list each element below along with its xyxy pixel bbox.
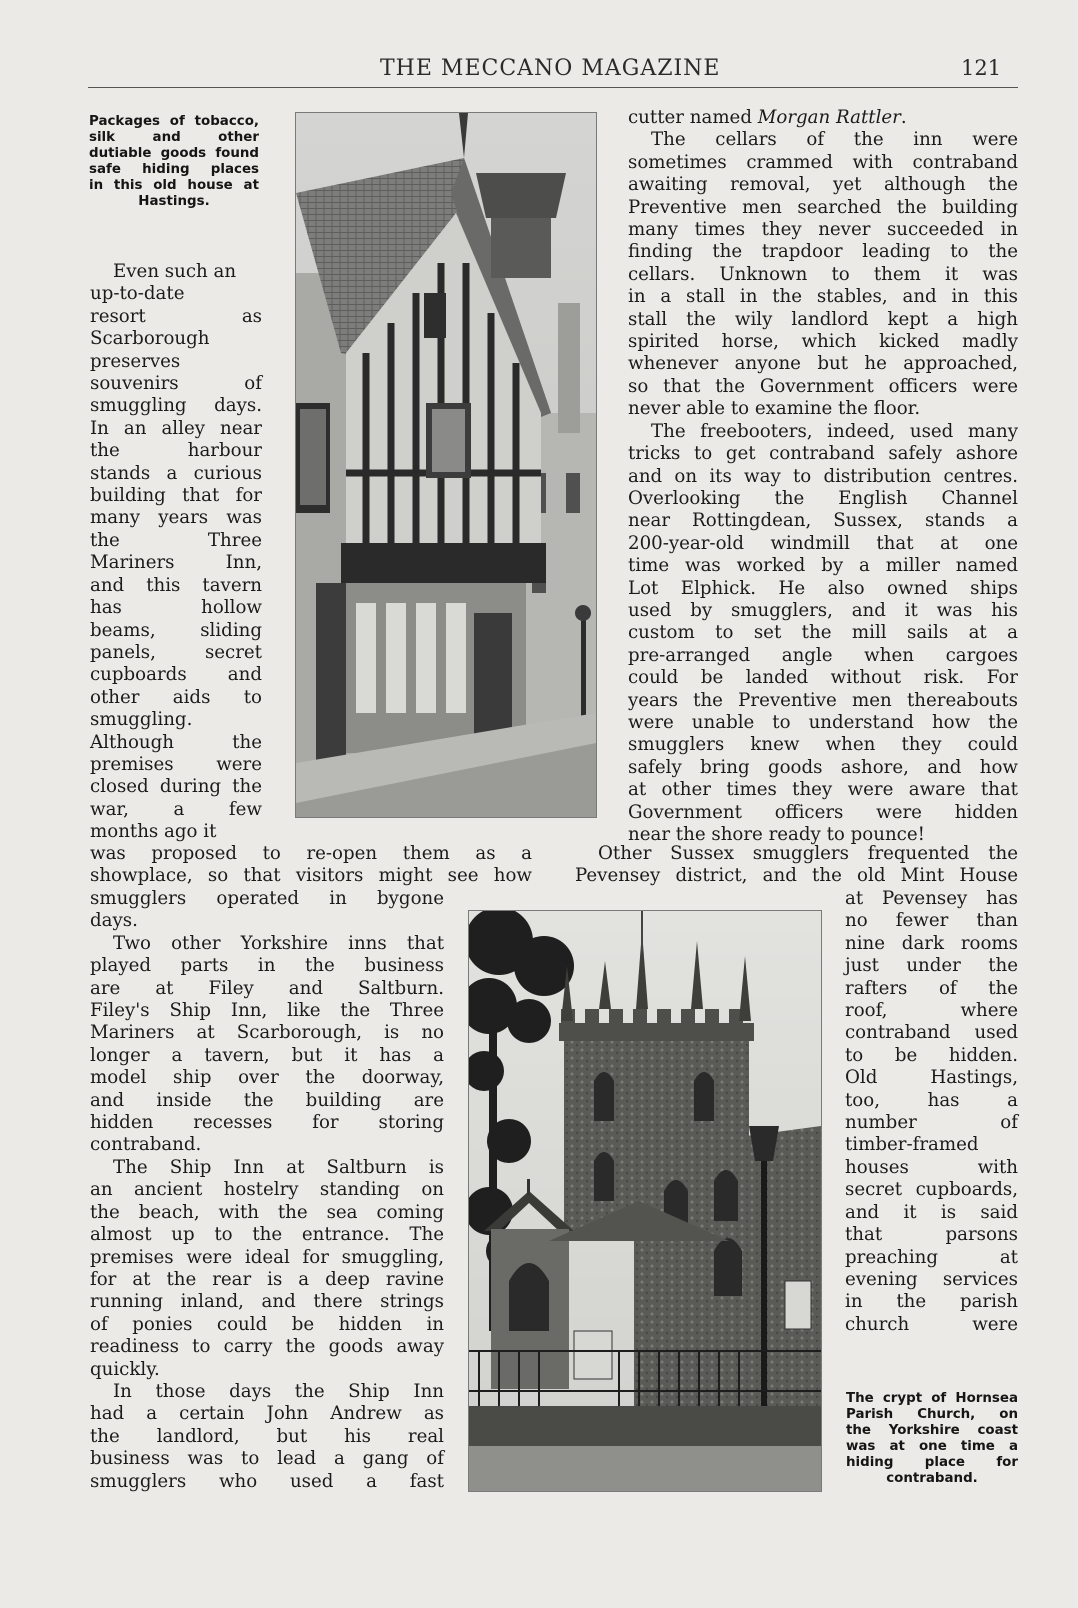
text-line: an ancient hostelry standing on [90,1179,444,1201]
text-line: no fewer than [845,910,1018,932]
text-line: cellars. Unknown to them it was [628,263,1018,285]
text-line: smugglers who used a fast [90,1470,444,1492]
column2-upper [628,107,1018,846]
caption-hornsea [846,1391,1018,1487]
text-line: preserves [90,350,181,372]
text-line: roof, where [845,1000,1018,1022]
text-line: Mariners Inn, [90,552,262,574]
text-line: never able to examine the floor. [628,398,921,420]
text-line: the landlord, but his real [90,1425,444,1447]
text-line: stands a curious [90,462,262,484]
text-line: had a certain John Andrew as [90,1403,444,1425]
hornsea-church-photo [468,910,822,1492]
text-line: for at the rear is a deep ravine [90,1268,444,1290]
text-line: in the parish [845,1291,1018,1313]
text-line: Old Hastings, [845,1067,1018,1089]
caption-line: dutiable goods found [89,146,259,161]
text-line: contraband. [90,1134,202,1156]
text-line: and it is said [845,1201,1018,1223]
text-line: the harbour [90,440,262,462]
column1-lower [90,888,444,1493]
text-line: In an alley near [90,417,262,439]
text-line: building that for [90,485,262,507]
text-line: in a stall in the stables, and in this [628,286,1018,308]
text-line: and on its way to distribution centres. [628,465,1018,487]
text-line: pre-arranged angle when cargoes [628,644,1018,666]
text-line: finding the trapdoor leading to the [628,241,1018,263]
text-line: 200-year-old windmill that at one [628,532,1018,554]
text-line: nine dark rooms [845,932,1018,954]
text-line: closed during the [90,776,262,798]
text-line: number of [845,1112,1018,1134]
text-line: Other Sussex smugglers frequented the [598,843,1018,864]
text-line: smuggling days. [90,395,262,417]
text-line: years the Preventive men thereabouts [628,689,1018,711]
text-line: has hollow [90,597,262,619]
text-line: at Pevensey has [845,888,1018,909]
text-line: business was to lead a gang of [90,1448,444,1470]
text-line: resort as [90,305,262,327]
text-line: hidden recesses for storing [90,1112,444,1134]
text-line: so that the Government officers were [628,375,1018,397]
text-line: the Three [90,529,262,551]
text-line: The freebooters, indeed, used many [651,420,1018,442]
text-line: secret cupboards, [845,1179,1018,1201]
text-line: used by smugglers, and it was his [628,599,1018,621]
text-line: Preventive men searched the building [628,196,1018,218]
column2-narrow [845,888,1018,1336]
text-line: played parts in the business [90,955,444,977]
header-rule [88,87,1018,88]
text-line: and inside the building are [90,1089,444,1111]
text-line: houses with [845,1156,1018,1178]
text-line: months ago it [90,821,217,843]
text-line: souvenirs of [90,373,262,395]
caption-line: Hastings. [138,194,210,209]
text-line: Overlooking the English Channel [628,487,1018,509]
text-line: Scarborough [90,328,210,350]
text-line: longer a tavern, but it has a [90,1044,444,1066]
timber-framed-house-icon [296,113,596,817]
text-line: preaching at [845,1246,1018,1268]
text-line: smugglers operated in bygone [90,888,444,909]
text-line: custom to set the mill sails at a [628,622,1018,644]
text-line: Two other Yorkshire inns that [113,932,444,954]
text-line: many years was [90,507,262,529]
caption-line: silk and other [89,130,259,145]
text-line: rafters of the [845,977,1018,999]
text-line: Lot Elphick. He also owned ships [628,577,1018,599]
caption-line: The crypt of Hornsea [846,1391,1018,1406]
text-line: church were [845,1313,1018,1335]
text-line: Mariners at Scarborough, is no [90,1022,444,1044]
text-line: readiness to carry the goods away [90,1336,444,1358]
text-line: tricks to get contraband safely ashore [628,443,1018,465]
caption-line: safe hiding places [89,162,259,177]
text-line: timber-framed [845,1134,979,1156]
caption-line: Parish Church, on [846,1407,1018,1422]
text-line: to be hidden. [845,1044,1018,1066]
text-line: beams, sliding [90,619,262,641]
caption-line: contraband. [886,1471,978,1486]
text-line: time was worked by a miller named [628,555,1018,577]
text-line: contraband used [845,1022,1018,1044]
text-line: model ship over the doorway, [90,1067,444,1089]
text-line: running inland, and there strings [90,1291,444,1313]
text-line: the beach, with the sea coming [90,1201,444,1223]
text-line: Government officers were hidden [628,801,1018,823]
column2-wide [575,843,1018,888]
text-line: spirited horse, which kicked madly [628,331,1018,353]
text-line: panels, secret [90,641,262,663]
text-line: smugglers knew when they could [628,734,1018,756]
text-line: and this tavern [90,574,262,596]
text-line: safely bring goods ashore, and how [628,756,1018,778]
text-line: The cellars of the inn were [651,129,1018,151]
caption-line: in this old house at [89,178,259,193]
text-line: near Rottingdean, Sussex, stands a [628,510,1018,532]
vessel-name: Morgan Rattler [757,107,901,128]
hastings-house-photo [295,112,597,818]
text-line: Although the [90,731,262,753]
text-line: days. [90,910,138,932]
text-line: Filey's Ship Inn, like the Three [90,1000,444,1022]
text-line: In those days the Ship Inn [113,1380,444,1402]
text-line: whenever anyone but he approached, [628,353,1018,375]
text-line: other aids to [90,686,262,708]
text-line: up-to-date [90,283,185,305]
text-line: could be landed without risk. For [628,667,1018,689]
caption-line: the Yorkshire coast [846,1423,1018,1438]
text-line: war, a few [90,798,262,820]
caption-line: Packages of tobacco, [89,114,259,129]
text-line: The Ship Inn at Saltburn is [113,1156,444,1178]
text-line: premises were ideal for smuggling, [90,1246,444,1268]
text-line: Pevensey district, and the old Mint House [575,865,1018,887]
magazine-title: THE MECCANO MAGAZINE [380,56,721,81]
text-line: quickly. [90,1358,160,1380]
text-line: cupboards and [90,664,262,686]
caption-line: hiding place for [846,1455,1018,1470]
text-line: sometimes crammed with contraband [628,151,1018,173]
text-line: almost up to the entrance. The [90,1224,444,1246]
text-line: of ponies could be hidden in [90,1313,444,1335]
text-line: many times they never succeeded in [628,219,1018,241]
text-line: Even such an [113,261,237,282]
text-line: too, has a [845,1089,1018,1111]
text-line: just under the [845,955,1018,977]
column1-narrow [90,261,262,844]
caption-line: was at one time a [846,1439,1018,1454]
text-line: showplace, so that visitors might see how [90,865,532,887]
text-line: smuggling. [90,709,193,731]
text-line: were unable to understand how the [628,711,1018,733]
text-line: that parsons [845,1224,1018,1246]
text-line: premises were [90,753,262,775]
text-line: at other times they were aware that [628,779,1018,801]
text-line: are at Filey and Saltburn. [90,977,444,999]
text-line: was proposed to re-open them as a [90,843,532,864]
caption-hastings [89,114,259,210]
text-line: stall the wily landlord kept a high [628,308,1018,330]
column1-wide [90,843,532,888]
text-line: cutter named Morgan Rattler. [628,107,907,128]
text-line: near the shore ready to pounce! [628,824,925,845]
page-number: 121 [961,56,1002,80]
text-line: evening services [845,1268,1018,1290]
church-tower-icon [469,911,821,1491]
text-line: awaiting removal, yet although the [628,174,1018,196]
